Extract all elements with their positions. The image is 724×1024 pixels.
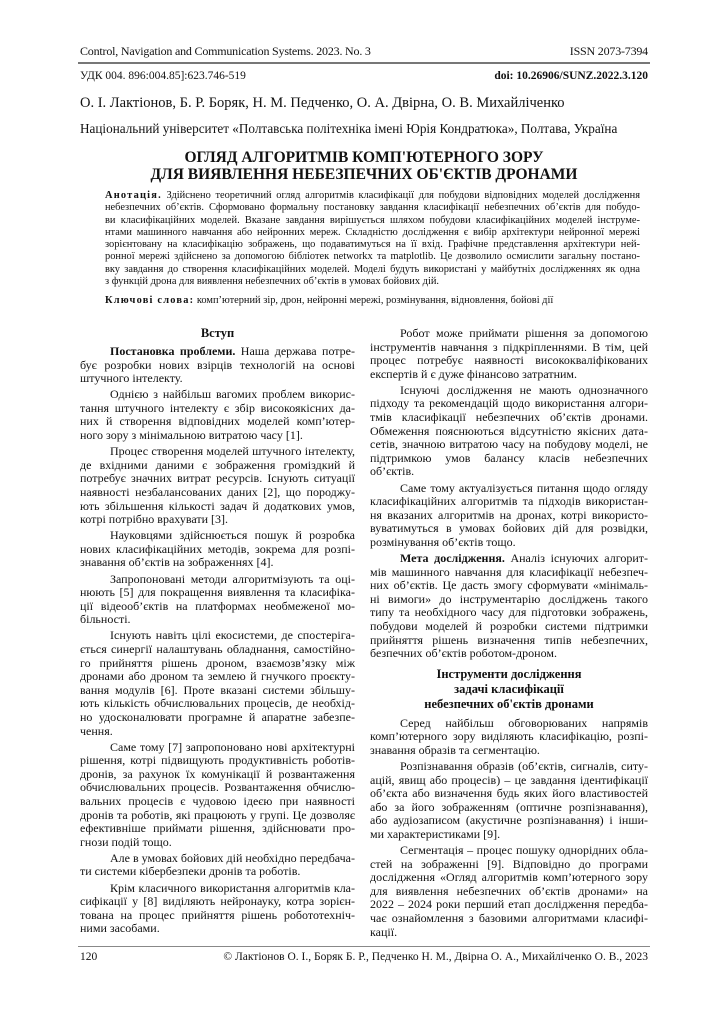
- text-line: для виявлення небезпечних об’єктів дронами» на: [370, 884, 648, 898]
- text-line: Сегментація – процес пошуку однорідних обла-: [400, 844, 648, 858]
- text-line: нтами машинного навчання або нейронних мереж. Складністю дослідження є вибір архітектури нейронної мережі: [105, 226, 640, 238]
- text-line: потребує значних витрат ресурсів. Існують ситуації: [80, 472, 355, 486]
- text-line: Робот може приймати рішення за допомогою: [400, 327, 648, 340]
- text-line: Але в умовах бойових дій необхідно передбача-: [110, 851, 355, 865]
- udk-doi-row: [80, 70, 648, 82]
- text-line: Процес створення моделей штучного інтелекту,: [110, 445, 355, 459]
- text-line: ронної мережі здійснено за допомогою бібліотек networkx та matplotlib. Це дозволило осмислити загальну постано-: [105, 251, 640, 263]
- text-line: вуватимуться в умовах бойових дій для розвідки,: [370, 522, 648, 536]
- text-line: Однією з найбільш вагомих проблем викорис-: [110, 388, 355, 402]
- text-line: ня вказаних алгоритмів на дронах, котрі використо-: [370, 508, 648, 522]
- text-line: нюють [5] для покращення виявлення та класифіка-: [80, 586, 355, 600]
- text-line: тання штучного інтелекту є збір високоякісних да-: [80, 401, 355, 415]
- paragraph: [370, 552, 648, 661]
- authors: О. І. Лактіонов, Б. Р. Боряк, Н. М. Педченко, О. А. Двірна, О. В. Михайліченко: [80, 95, 565, 111]
- paragraph: [80, 573, 355, 627]
- footer-rule: [78, 946, 650, 947]
- text-line: ють збільшення кількості задач й додаткових умов,: [80, 499, 355, 513]
- title-line: ОГЛЯД АЛГОРИТМІВ КОМП'ЮТЕРНОГО ЗОРУ: [184, 149, 544, 166]
- text-line: ють кількість обчислювальних процесів, де необхід-: [80, 697, 355, 711]
- text-line: дронами або дроном та землею й гнучкого проєкту-: [80, 670, 355, 684]
- text-line: чає ознайомлення з базовими алгоритмами класифі-: [370, 912, 648, 926]
- text-line: класифікаційних алгоритмів та підходів використан-: [370, 495, 648, 509]
- paragraph: [370, 717, 648, 758]
- page-number: 120: [80, 951, 98, 963]
- text-line: Розпізнавання образів (об’єктів, сигналів, ситу-: [400, 760, 648, 774]
- text-line: ацій, явищ або процесів) – це завдання ідентифікації: [370, 773, 648, 787]
- paragraph: [105, 190, 640, 288]
- abstract: [105, 190, 640, 288]
- text-line: розмінування об’єктів тощо.: [370, 535, 516, 549]
- text-line: Мета дослідження. Аналіз існуючих алгорит-: [400, 552, 648, 565]
- keywords-label: Ключові слова:: [105, 295, 195, 306]
- paragraph: [80, 529, 355, 570]
- text-line: тмів класифікації небезпечних об’єктів дронами.: [370, 411, 648, 425]
- text-line: Серед найбільш обговорюваних напрямів: [400, 716, 648, 730]
- text-line: обчислювальних процесів. Розвантаження обчислю-: [80, 781, 355, 795]
- text-line: дронів та роботів, які працюють у групі. Це дозволяє: [80, 808, 355, 822]
- text-line: інструментів навчання з підкріпленнями. В тім, цей: [370, 340, 648, 354]
- text-line: небезпечних об’єктів. Сформовано формальну постановку завдання класифікації небезпечних об’єктів для побудо-: [105, 202, 640, 214]
- text-line: стей на зображенні [9]. Відповідно до програми: [370, 857, 648, 871]
- text-line: тована на процес прийняття рішень робототехніч-: [80, 908, 355, 922]
- article-title: [80, 149, 648, 183]
- text-line: об’єкта або визначення будь яких його властивостей: [370, 787, 648, 801]
- text-line: вання модулів [6]. Проте вказані системи збільшу-: [80, 683, 355, 697]
- text-line: ного зору з мінімальною витратою часу [1].: [80, 429, 303, 443]
- text-line: вку завдання до створення класифікаційних моделей. Моделі будуть використані у майбутніх дослідженнях як одна: [105, 263, 640, 275]
- text-line: ється синергії налаштувань обладнання, самостійно-: [80, 642, 355, 656]
- text-line: комп’ютерного зору виділяють класифікацію, розпі-: [370, 730, 648, 744]
- text-line: штучного інтелекту.: [80, 372, 183, 386]
- text-line: з функцій дрона для виявлення небезпечних об’єктів в умовах бойових дій.: [105, 276, 439, 288]
- text-line: Існують навіть цілі екосистеми, де спостеріга-: [110, 629, 355, 643]
- paragraph: [80, 345, 355, 386]
- paragraph: [80, 852, 355, 879]
- paragraph: [80, 445, 355, 527]
- text-line: Запропоновані методи алгоритмізують та оці-: [110, 572, 355, 586]
- affiliation: Національний університет «Полтавська політехніка імені Юрія Кондратюка», Полтава, Україна: [80, 121, 618, 136]
- text-line: 2022 – 2024 роки перший етап дослідження передба-: [370, 898, 648, 912]
- keywords: [105, 295, 640, 306]
- text-line: ції відеооб’єктів на платформах необмеженої мо-: [80, 599, 355, 613]
- section-heading: [80, 326, 355, 341]
- text-line: Існуючі дослідження не мають однозначного: [400, 383, 648, 397]
- text-line: знавання образів та сегментацію.: [370, 743, 540, 757]
- text-line: ви класифікаційних моделей. Вказане завдання вирішується шляхом побудови класифікаційних моделей інструме-: [105, 214, 640, 226]
- text-line: процес потребує наявності висококваліфікованих: [370, 354, 648, 368]
- running-header: [80, 44, 648, 59]
- paragraph-lead: Мета дослідження.: [400, 552, 505, 565]
- text-line: ти системи кібербезпеки дронів та роботів.: [80, 865, 301, 879]
- heading-line: небезпечних об'єктів дронами: [424, 696, 594, 711]
- text-line: зорієнтовану на класифікацію зображень, що подаватимуться на її вхід. Графічне представлення архітектури ней-: [105, 239, 640, 251]
- text-line: кації.: [370, 925, 398, 939]
- paragraph: [80, 741, 355, 850]
- paragraph: [370, 384, 648, 479]
- text-line: Постановка проблеми. Наша держава потре-: [110, 345, 355, 358]
- text-line: ми характеристиками [9].: [370, 828, 501, 841]
- text-line: дослідження «Огляд алгоритмів комп’ютерного зору: [370, 871, 648, 885]
- paragraph: [370, 327, 648, 381]
- text-line: де вхідними даними є зображення громіздкий й: [80, 458, 355, 472]
- issn: ISSN 2073-7394: [569, 44, 648, 58]
- text-line: вальних процесів є чудовою ідеєю при наявності: [80, 795, 355, 808]
- text-line: го прийняття рішень дроном, взаємозв’язку між: [80, 656, 355, 670]
- text-line: експертів й є дуже фінансово затратним.: [370, 367, 578, 381]
- text-line: них й створення відповідних моделей комп’ютер-: [80, 415, 355, 429]
- text-line: сифікації у [8] виділяють нейронауку, котра зорієн-: [80, 895, 355, 909]
- text-line: ними засобами.: [80, 922, 160, 936]
- text-line: Крім класичного використання алгоритмів кла-: [110, 881, 355, 895]
- text-line: або за його зображенням (оптичне розпізнавання),: [370, 800, 648, 814]
- text-line: Науковцями здійснюється пошук й розробка: [110, 529, 355, 543]
- text-line: них об’єктів. Це дасть змогу сформувати «мінімаль-: [370, 579, 648, 593]
- text-line: Анотація. Здійснено теоретичний огляд алгоритмів класифікації для побудови відповідних моделей дослідження: [105, 190, 640, 201]
- paragraph: [370, 482, 648, 550]
- doi-link[interactable]: doi: 10.26906/SUNZ.2022.3.120: [494, 70, 648, 82]
- paragraph-lead: Постановка проблеми.: [110, 345, 236, 358]
- copyright: © Лактіонов О. І., Боряк Б. Р., Педченко Н. М., Двірна О. А., Михайліченко О. В., 2023: [223, 951, 648, 963]
- header-rule: [78, 62, 650, 64]
- text-line: об’єктів.: [370, 465, 415, 479]
- text-line: чення.: [80, 724, 113, 738]
- paragraph-lead: Анотація.: [105, 190, 162, 201]
- text-line: підходу та рекомендацій щодо використання алгори-: [370, 397, 648, 411]
- udk-code: УДК 004. 896:004.85]:623.746-519: [80, 70, 246, 82]
- right-column: [370, 327, 648, 942]
- text-line: знавання об’єктів на зображеннях [4].: [80, 556, 274, 570]
- text-line: бує розробки нових взірців технологій на основі: [80, 358, 355, 372]
- text-line: наявності незбалансованих даних [2], що породжу-: [80, 485, 355, 499]
- text-line: ні вимоги» до інструментарію досліджень такого: [370, 592, 648, 606]
- text-line: прийняття рішень визначення типів небезпечних,: [370, 633, 648, 647]
- paragraph: [80, 882, 355, 936]
- heading-line: задачі класифікації: [454, 681, 564, 696]
- text-line: побудови моделей й розробки системи підтримки: [370, 619, 648, 633]
- text-line: ефективніше приймати рішення, здійснювати про-: [80, 822, 355, 836]
- text-line: Саме тому [7] запропоновано нові архітектурні: [110, 740, 355, 754]
- text-line: або аудіозаписом (акустичне розпізнавання) і інши-: [370, 814, 648, 828]
- section-heading: [370, 667, 648, 712]
- paragraph: [370, 760, 648, 842]
- text-line: типу та необхідного часу для підготовки зображень,: [370, 606, 648, 620]
- text-line: но удосконалювати програмне й апаратне забезпе-: [80, 710, 355, 724]
- paragraph: [370, 844, 648, 939]
- title-line: ДЛЯ ВИЯВЛЕННЯ НЕБЕЗПЕЧНИХ ОБ'ЄКТІВ ДРОНАМИ: [150, 166, 578, 183]
- left-column: [80, 326, 355, 938]
- page-footer: [80, 951, 648, 963]
- text-line: підтримкою умов балансу класів небезпечних: [370, 451, 648, 465]
- text-line: Саме тому актуалізується питання щодо огляду: [400, 481, 648, 495]
- text-line: більності.: [80, 613, 131, 627]
- keywords-text: комп’ютерний зір, дрон, нейронні мережі, розмінування, відновлення, бойові дії: [194, 295, 554, 306]
- text-line: котрі потрібно врахувати [3].: [80, 513, 229, 527]
- journal-name: Control, Navigation and Communication Systems. 2023. No. 3: [80, 44, 371, 58]
- text-line: мів машинного навчання для класифікації небезпеч-: [370, 565, 648, 579]
- text-line: безпечних об’єктів роботом-дроном.: [370, 647, 557, 661]
- text-line: нових класифікаційних методів, зокрема для розпі-: [80, 542, 355, 556]
- text-line: гнози подій тощо.: [80, 835, 172, 849]
- text-line: Обмеження пояснюються відсутністю якісних дата-: [370, 424, 648, 438]
- text-line: дронів, за рахунок їх комунікації й розвантаження: [80, 767, 355, 781]
- text-line: сетів, значною витратою часу на побудову моделі, не: [370, 438, 648, 452]
- heading-line: Інструменти дослідження: [436, 666, 582, 681]
- text-line: рішення, котрі підвищують продуктивність роботів-: [80, 754, 355, 768]
- paragraph: [80, 629, 355, 738]
- paragraph: [80, 388, 355, 442]
- heading-line: Вступ: [200, 326, 235, 340]
